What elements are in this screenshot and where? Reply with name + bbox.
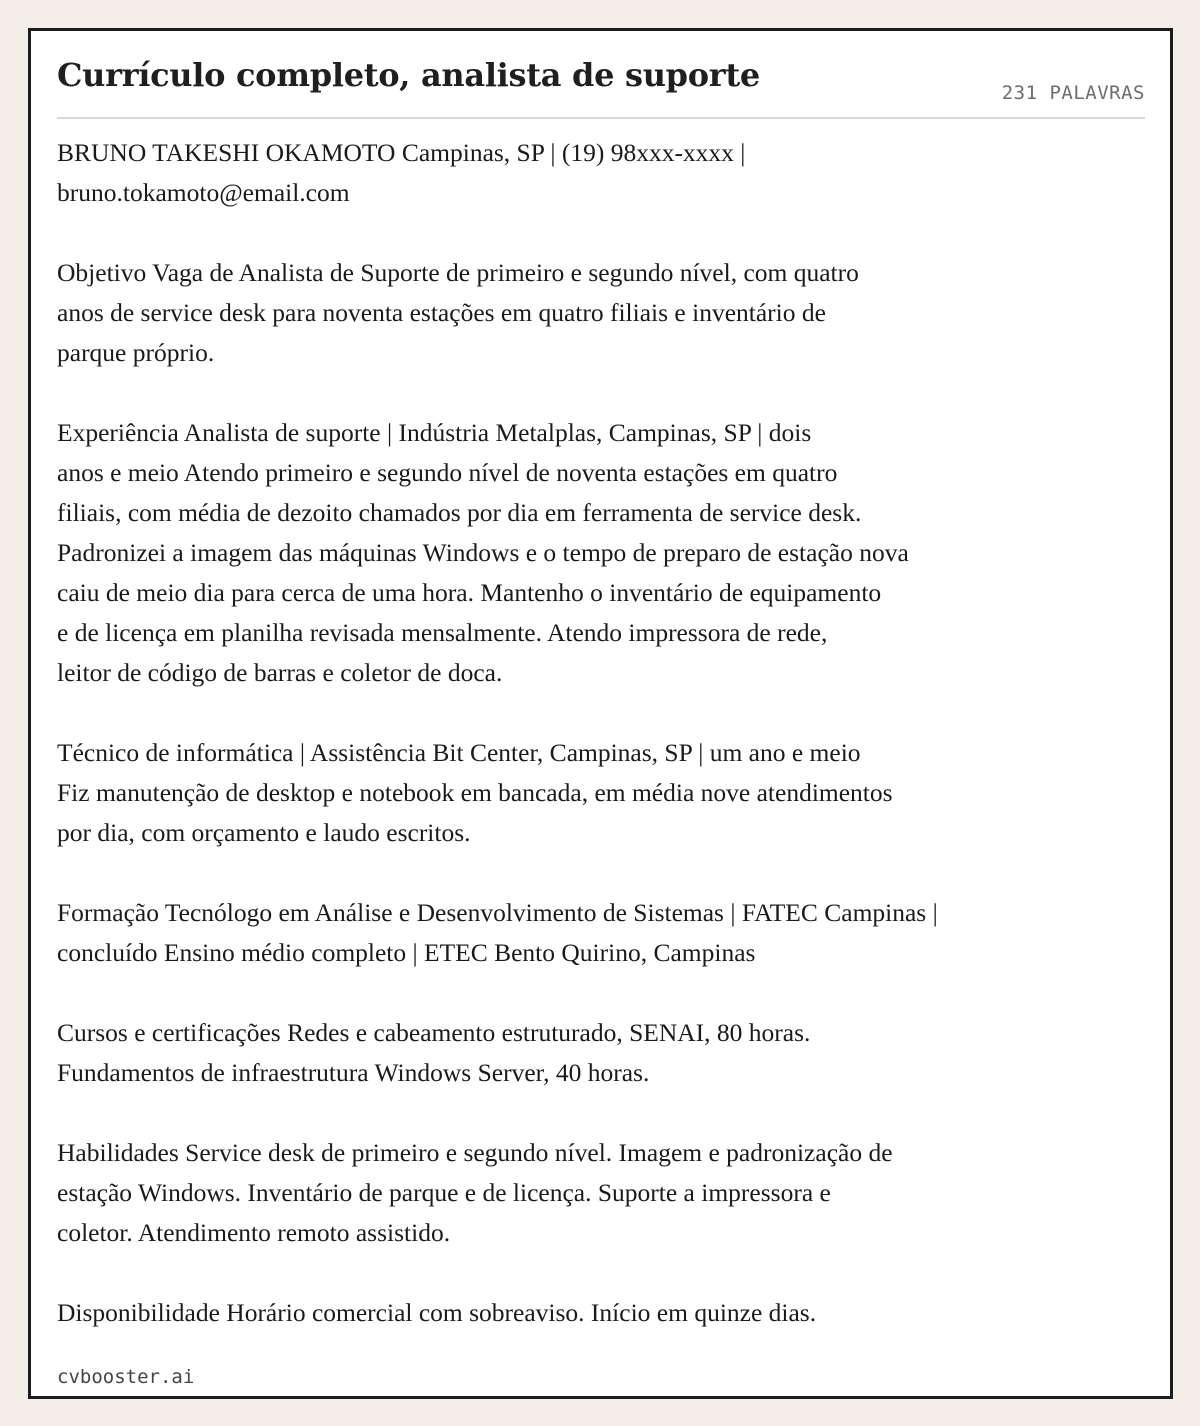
text-line: caiu de meio dia para cerca de uma hora. Mantenho o inventário de equipamento <box>57 578 882 607</box>
text-line: Formação Tecnólogo em Análise e Desenvolvimento de Sistemas | FATEC Campinas | <box>57 898 938 927</box>
paragraph-gap <box>57 373 1157 413</box>
text-line: coletor. Atendimento remoto assistido. <box>57 1218 451 1247</box>
word-count-badge: 231 PALAVRAS <box>1001 82 1145 104</box>
paragraph-gap <box>57 693 1157 733</box>
courses-section <box>57 1013 1157 1093</box>
text-line: e de licença em planilha revisada mensalmente. Atendo impressora de rede, <box>57 618 828 647</box>
text-line: parque próprio. <box>57 338 215 367</box>
text-line: bruno.tokamoto@email.com <box>57 178 350 207</box>
resume-card <box>28 28 1173 1399</box>
text-line: Habilidades Service desk de primeiro e segundo nível. Imagem e padronização de <box>57 1138 893 1167</box>
text-line: concluído Ensino médio completo | ETEC Bento Quirino, Campinas <box>57 938 756 967</box>
text-line: Disponibilidade Horário comercial com sobreaviso. Início em quinze dias. <box>57 1298 817 1327</box>
education-section <box>57 893 1157 973</box>
text-line: por dia, com orçamento e laudo escritos. <box>57 818 471 847</box>
resume-header <box>57 49 1145 119</box>
text-line: Objetivo Vaga de Analista de Suporte de primeiro e segundo nível, com quatro <box>57 258 859 287</box>
text-line: filiais, com média de dezoito chamados por dia em ferramenta de service desk. <box>57 498 862 527</box>
text-line: Padronizei a imagem das máquinas Windows e o tempo de preparo de estação nova <box>57 538 909 567</box>
paragraph-gap <box>57 1253 1157 1293</box>
text-line: anos e meio Atendo primeiro e segundo nível de noventa estações em quatro <box>57 458 838 487</box>
text-line: BRUNO TAKESHI OKAMOTO Campinas, SP | (19) 98xxx-xxxx | <box>57 138 746 167</box>
experience-section-1 <box>57 413 1157 693</box>
skills-section <box>57 1133 1157 1253</box>
text-line: leitor de código de barras e coletor de doca. <box>57 658 503 687</box>
text-line: Fundamentos de infraestrutura Windows Server, 40 horas. <box>57 1058 650 1087</box>
text-line: Experiência Analista de suporte | Indústria Metalplas, Campinas, SP | dois <box>57 418 812 447</box>
text-line: anos de service desk para noventa estações em quatro filiais e inventário de <box>57 298 826 327</box>
text-line: Fiz manutenção de desktop e notebook em bancada, em média nove atendimentos <box>57 778 893 807</box>
experience-section-2 <box>57 733 1157 853</box>
resume-text <box>57 133 1157 1333</box>
contact-section <box>57 133 1157 213</box>
paragraph-gap <box>57 973 1157 1013</box>
text-line: Técnico de informática | Assistência Bit Center, Campinas, SP | um ano e meio <box>57 738 861 767</box>
objective-section <box>57 253 1157 373</box>
paragraph-gap <box>57 213 1157 253</box>
brand-footer: cvbooster.ai <box>57 1366 195 1388</box>
availability-section <box>57 1293 1157 1333</box>
paragraph-gap <box>57 853 1157 893</box>
text-line: Cursos e certificações Redes e cabeamento estruturado, SENAI, 80 horas. <box>57 1018 811 1047</box>
page-title: Currículo completo, analista de suporte <box>57 56 760 94</box>
paragraph-gap <box>57 1093 1157 1133</box>
text-line: estação Windows. Inventário de parque e de licença. Suporte a impressora e <box>57 1178 831 1207</box>
